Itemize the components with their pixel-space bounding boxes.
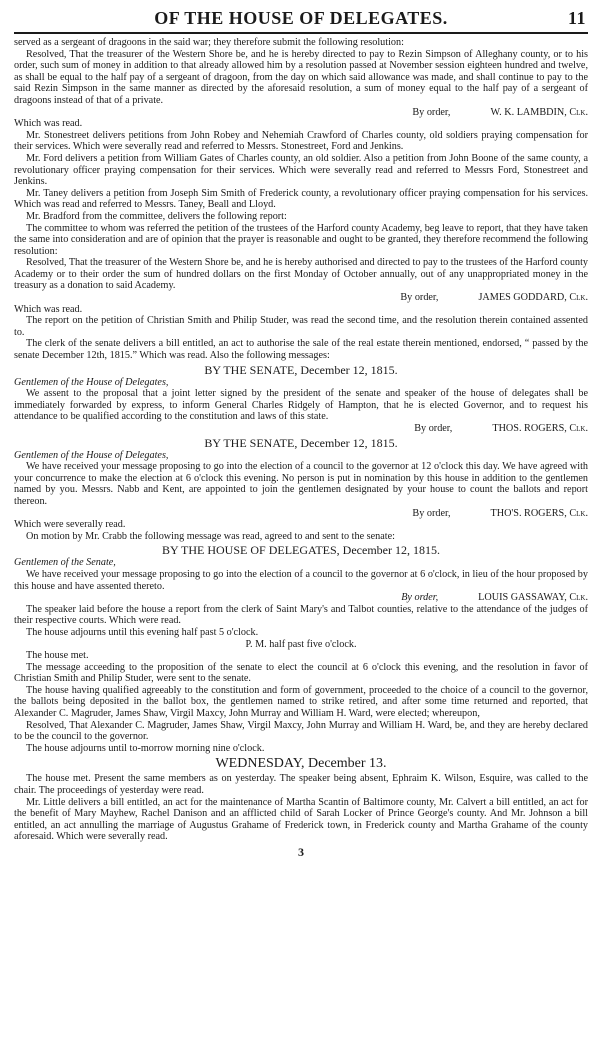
paragraph-acceding: The message acceeding to the proposition of the senate to elect the council at 6 o'clock this evening, and the resolution in favor of Christian Smith and Philip Studer, were sent to the senate. <box>14 661 588 685</box>
paragraph-adjourn-1: The house adjourns until this evening half past 5 o'clock. <box>26 626 259 638</box>
paragraph-clerk-senate: The clerk of the senate delivers a bill entitled, an act to authorise the sale of the real estate therein mentioned, endorsed, “ passed by the senate December 12th, 1815.” Which was read. Also the following messages: <box>14 338 588 362</box>
clerk-signature: JAMES GODDARD, Clk. <box>478 292 588 304</box>
read-note: Which was read. <box>14 118 83 130</box>
by-order: By order, <box>401 592 439 604</box>
clerk-signature: THOS. ROGERS, Clk. <box>492 423 588 434</box>
clerk-signature: THO'S. ROGERS, Clk. <box>490 507 588 519</box>
salutation: Gentlemen of the Senate, <box>14 557 116 569</box>
paragraph-served: served as a sergeant of dragoons in the said war; they therefore submit the following resolution: <box>14 37 404 48</box>
paragraph-received: We have received your message proposing to go into the election of a council to the governor at 6 o'clock, in lieu of the hour proposed by this house and have assented thereto. <box>14 568 588 592</box>
read-note: Which was read. <box>14 303 83 315</box>
clerk-signature: LOUIS GASSAWAY, Clk. <box>478 592 588 604</box>
paragraph-little: Mr. Little delivers a bill entitled, an act for the maintenance of Martha Scantin of Baltimore county, Mr. Calvert a bill entitled, an act for the benefit of Mary Mayhew, Rachel Danison and an afflicted child of Sarah Locker of Prince George's county. And Mr. Johnson a bill entitled, an act annulling the marriage of Augustus Grahame of Frederick town, in Frederick county and Martha Grahame of the county aforesaid. Which were severally read. <box>14 796 588 843</box>
page-header <box>14 6 588 30</box>
salutation: Gentlemen of the House of Delegates, <box>14 376 169 388</box>
page-title: OF THE HOUSE OF DELEGATES. <box>154 8 448 28</box>
paragraph-message: We have received your message proposing to go into the election of a council to the governor at 12 o'clock this day. We have agreed with your concurrence to make the election at 6 o'clock this evening. No person is put in nomination by this house in addition to the gentlemen named by you. Messrs. Nabb and Kent, are appointed to join the gentlemen designated by your house to count the ballots and report thereon. <box>14 461 588 507</box>
signature-mark: 3 <box>298 845 304 859</box>
resolution-academy: Resolved, That the treasurer of the Western Shore be, and he is hereby authorised and directed to pay to the trustees of the Harford county Academy or to their order the sum of hundred dollars on the first Monday of October annually, out of any unappropriated money in the treasury as a donation to said Academy. <box>14 257 588 292</box>
signature-block-4 <box>14 508 588 520</box>
resolution-simpson: Resolved, That the treasurer of the Western Shore be, and he is hereby directed to pay to Rezin Simpson of Alleghany county, or to his order, such sum of money in addition to that already allowed him by a resolution passed at November session eighteen hundred and twelve, as shall be equal to the half pay of a sergeant of dragoon, from the day on which said allowance was made, and shall continue to pay to the said Rezin Simpson in the same manner as directed by the aforesaid resolution, a sum of money equal to the half pay of a sergeant of dragoons instead of that of a private. <box>14 48 588 106</box>
by-order: By order, <box>412 507 451 519</box>
read-note: Which were severally read. <box>14 519 126 531</box>
paragraph-speaker-laid: The speaker laid before the house a report from the clerk of Saint Mary's and Talbot counties, relative to the attendance of the judges of their respective courts. Which were read. <box>14 603 588 627</box>
paragraph-qualified: The house having qualified agreeably to the constitution and form of government, proceeded to the choice of a council to the governor, the ballots being deposited in the ballot box, the gentlemen named to strike retired, and after some time returned and reported, that Alexander C. Magruder, James Shaw, Virgil Maxcy, John Murray and William H. Ward, were elected; whereupon, <box>14 684 588 720</box>
by-order: By order, <box>412 106 451 118</box>
signature-block-3 <box>14 423 588 435</box>
clerk-signature: W. K. LAMBDIN, Clk. <box>490 106 588 118</box>
signature-block-2 <box>14 292 588 304</box>
paragraph-committee: The committee to whom was referred the petition of the trustees of the Harford county Academy, beg leave to report, that they have taken the same into consideration and are of opinion that the prayer is reasonable and ought to be granted, they therefore recommend the following resolution: <box>14 222 588 257</box>
paragraph-met-2: The house met. Present the same members as on yesterday. The speaker being absent, Ephraim K. Wilson, Esquire, was called to the chair. The proceedings of yesterday were read. <box>14 773 588 797</box>
signature-block-5 <box>14 592 588 604</box>
paragraph-assent: We assent to the proposal that a joint letter signed by the president of the senate and speaker of the house of delegates shall be immediately forwarded by express, to inform General Charles Ridgely of Hampton, that he is elected Governor, and to request his attendance to be qualified according to the constitution and laws of this state. <box>14 388 588 423</box>
section-heading-senate-2: BY THE SENATE, December 12, 1815. <box>204 435 398 450</box>
resolution-council: Resolved, That Alexander C. Magruder, James Shaw, Virgil Maxcy, John Murray and William H. Ward, be, and they are hereby declared to be the council to the governor. <box>14 719 588 743</box>
paragraph-ford: Mr. Ford delivers a petition from William Gates of Charles county, an old soldier. Also a petition from John Boone of the same county, a revolutionary officer praying compensation for their services. Which were severally read and referred to Messrs Ford, Stonestreet and Jenkins. <box>14 152 588 188</box>
date-heading-wednesday: WEDNESDAY, December 13. <box>215 756 387 772</box>
paragraph-taney: Mr. Taney delivers a petition from Joseph Sim Smith of Frederick county, a revolutionary officer praying compensation for his services. Which was read and referred to Messrs. Taney, Beall and Lloyd. <box>14 187 588 211</box>
paragraph-met: The house met. <box>26 650 89 662</box>
paragraph-stonestreet: Mr. Stonestreet delivers petitions from John Robey and Nehemiah Crawford of Charles county, old soldiers praying compensation for their services. Which were severally read and referred to Messrs. Stonestreet, Ford and Jenkins. <box>14 129 588 153</box>
paragraph-bradford: Mr. Bradford from the committee, delivers the following report: <box>26 210 287 222</box>
paragraph-crabb: On motion by Mr. Crabb the following message was read, agreed to and sent to the senate: <box>26 530 395 542</box>
by-order: By order, <box>400 292 439 304</box>
page-number: 11 <box>567 8 586 28</box>
header-rule <box>14 32 588 34</box>
document-body <box>14 37 588 859</box>
section-heading-house: BY THE HOUSE OF DELEGATES, December 12, 1815. <box>162 543 440 558</box>
paragraph-adjourn-2: The house adjourns until to-morrow morning nine o'clock. <box>26 742 265 754</box>
signature-block-1 <box>14 107 588 119</box>
time-heading: P. M. half past five o'clock. <box>245 638 357 650</box>
paragraph-report-christian: The report on the petition of Christian Smith and Philip Studer, was read the second time, and the resolution therein contained assented to. <box>14 315 588 338</box>
by-order: By order, <box>414 423 453 434</box>
section-heading-senate-1: BY THE SENATE, December 12, 1815. <box>204 362 398 377</box>
salutation: Gentlemen of the House of Delegates, <box>14 449 169 461</box>
